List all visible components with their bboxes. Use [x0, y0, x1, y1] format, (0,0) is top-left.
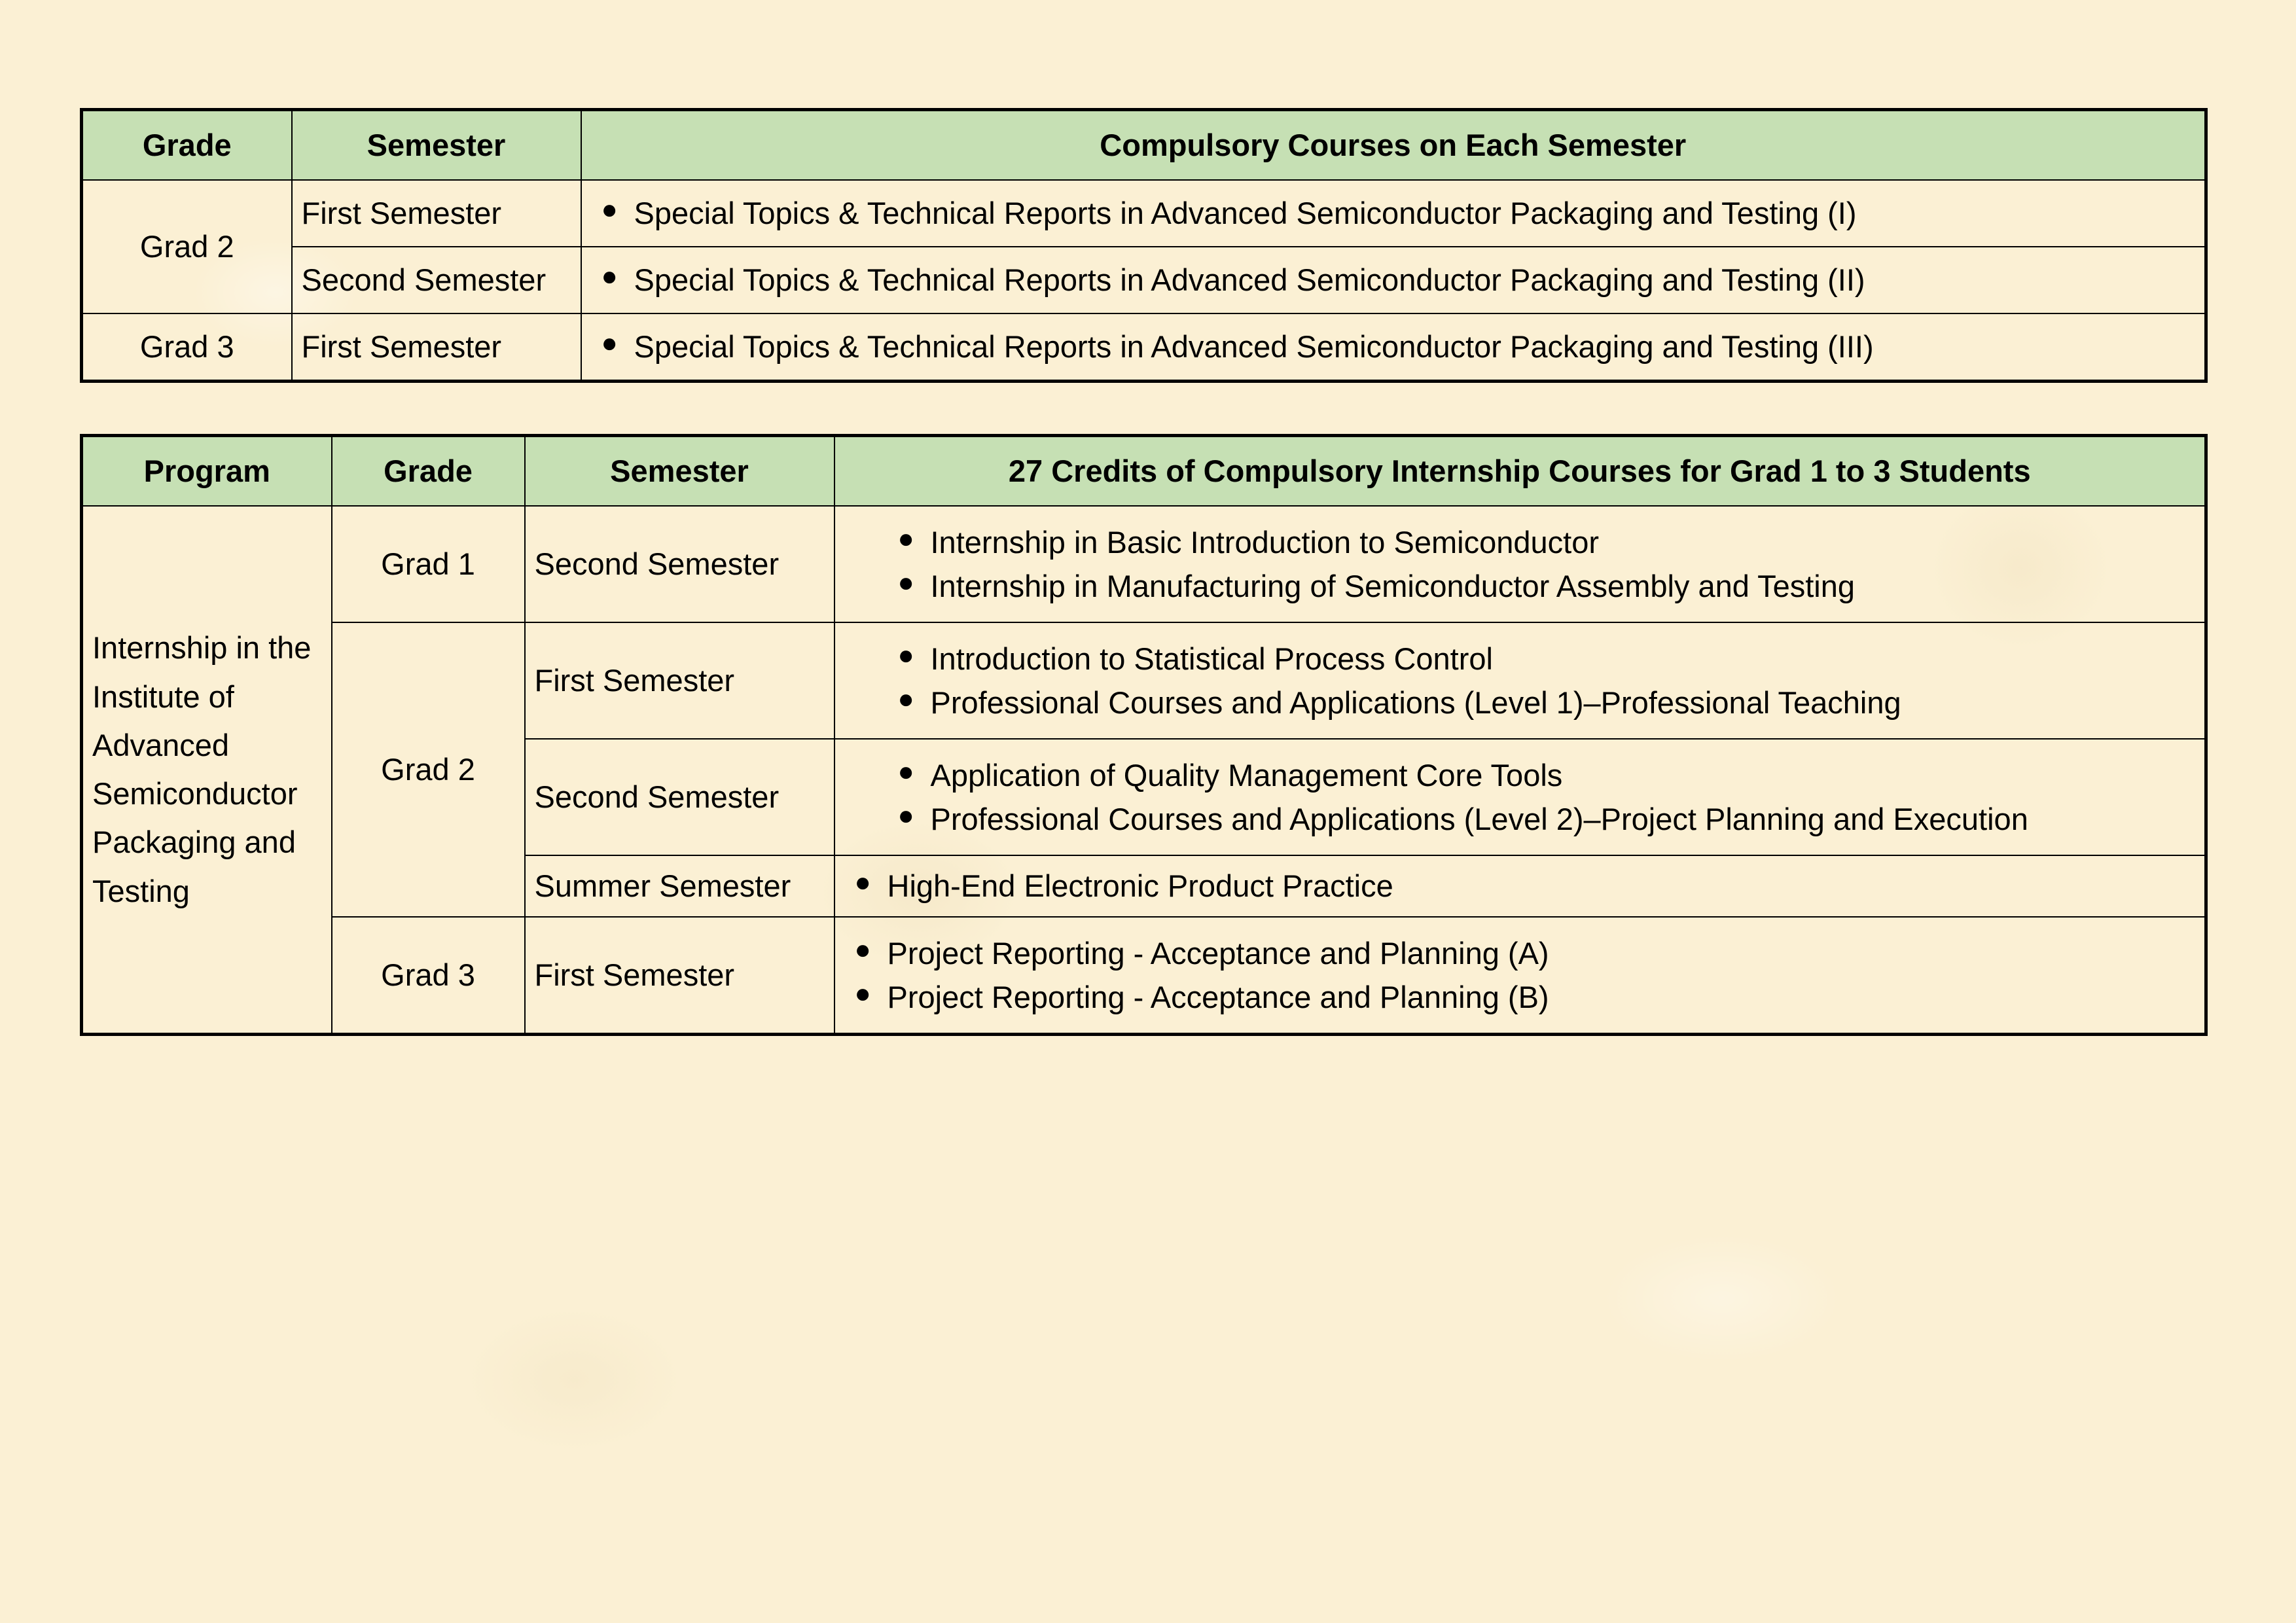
- program-cell: Internship in the Institute of Advanced Semiconductor Packaging and Testing: [82, 506, 332, 1035]
- course-item: ● Internship in Basic Introduction to Semiconductor: [888, 524, 2196, 560]
- grade-cell: Grad 1: [332, 506, 525, 622]
- internship-courses-table: [80, 434, 2208, 1036]
- course-item: ● Introduction to Statistical Process Control: [888, 641, 2196, 677]
- semester-cell: Second Semester: [292, 247, 581, 313]
- header-grade: Grade: [332, 436, 525, 507]
- course-cell: [834, 917, 2206, 1035]
- course-cell: [834, 506, 2206, 622]
- semester-cell: First Semester: [525, 622, 834, 739]
- table-row: [82, 917, 2206, 1035]
- semester-cell: Second Semester: [525, 506, 834, 622]
- grade-cell: Grad 2: [82, 180, 292, 313]
- header-grade: Grade: [82, 110, 292, 181]
- table-row: [82, 506, 2206, 622]
- table-row: [82, 622, 2206, 739]
- semester-cell: Summer Semester: [525, 855, 834, 917]
- header-courses: Compulsory Courses on Each Semester: [581, 110, 2206, 181]
- course-item: ● Special Topics & Technical Reports in Advanced Semiconductor Packaging and Testing (III): [591, 329, 2196, 365]
- course-cell: [581, 313, 2206, 382]
- table-row: [82, 180, 2206, 247]
- course-item: ● High-End Electronic Product Practice: [844, 868, 2196, 904]
- course-item: ● Project Reporting - Acceptance and Planning (A): [844, 935, 2196, 971]
- course-item: ● Internship in Manufacturing of Semiconductor Assembly and Testing: [888, 568, 2196, 604]
- table-row: [82, 313, 2206, 382]
- compulsory-courses-table: [80, 108, 2208, 383]
- course-cell: [834, 855, 2206, 917]
- course-item: ● Special Topics & Technical Reports in Advanced Semiconductor Packaging and Testing (II): [591, 262, 2196, 298]
- course-item: ● Project Reporting - Acceptance and Planning (B): [844, 979, 2196, 1015]
- course-cell: [581, 247, 2206, 313]
- table-header-row: [82, 436, 2206, 507]
- course-item: ● Professional Courses and Applications (Level 2)–Project Planning and Execution: [888, 801, 2196, 837]
- course-item: ● Special Topics & Technical Reports in Advanced Semiconductor Packaging and Testing (I): [591, 195, 2196, 231]
- grade-cell: Grad 2: [332, 622, 525, 917]
- header-semester: Semester: [525, 436, 834, 507]
- grade-cell: Grad 3: [332, 917, 525, 1035]
- course-item: ● Professional Courses and Applications (Level 1)–Professional Teaching: [888, 685, 2196, 721]
- course-item: ● Application of Quality Management Core Tools: [888, 757, 2196, 793]
- grade-cell: Grad 3: [82, 313, 292, 382]
- header-credits: 27 Credits of Compulsory Internship Courses for Grad 1 to 3 Students: [834, 436, 2206, 507]
- course-cell: [834, 739, 2206, 855]
- course-cell: [581, 180, 2206, 247]
- header-semester: Semester: [292, 110, 581, 181]
- semester-cell: First Semester: [292, 313, 581, 382]
- semester-cell: First Semester: [525, 917, 834, 1035]
- semester-cell: First Semester: [292, 180, 581, 247]
- semester-cell: Second Semester: [525, 739, 834, 855]
- table-header-row: [82, 110, 2206, 181]
- table-row: [82, 247, 2206, 313]
- header-program: Program: [82, 436, 332, 507]
- course-cell: [834, 622, 2206, 739]
